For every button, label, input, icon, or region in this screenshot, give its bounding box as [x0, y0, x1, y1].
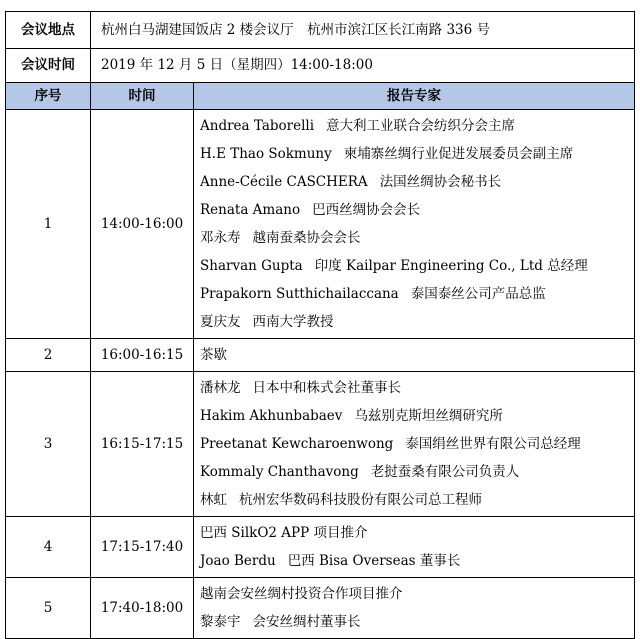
agenda-row-time: 17:40-18:00 [91, 578, 194, 639]
agenda-row-experts [194, 110, 635, 339]
expert-title: 杭州宏华数码科技股份有限公司总工程师 [239, 492, 482, 508]
expert-line [200, 224, 634, 252]
agenda-row-time: 14:00-16:00 [91, 110, 194, 339]
agenda-row [6, 517, 635, 578]
expert-name: 邓永寿 [200, 230, 241, 246]
expert-title: 乌兹别克斯坦丝绸研究所 [354, 408, 503, 424]
time-label: 会议时间 [6, 49, 91, 83]
agenda-row-time: 16:15-17:15 [91, 372, 194, 517]
expert-line [200, 252, 634, 280]
column-header-row [6, 83, 635, 110]
expert-name: Joao Berdu [200, 553, 276, 569]
location-row [6, 12, 635, 49]
expert-line [200, 458, 634, 486]
expert-line [200, 280, 634, 308]
expert-line [200, 168, 634, 196]
expert-title: 意大利工业联合会纺织分会主席 [326, 118, 516, 134]
expert-title: 巴西丝绸协会会长 [312, 202, 421, 218]
column-header-time: 时间 [91, 83, 194, 110]
expert-title: 日本中和株式会社董事长 [252, 380, 401, 396]
expert-line [200, 308, 634, 336]
expert-name: 茶歇 [200, 347, 227, 363]
agenda-row [6, 578, 635, 639]
agenda-row-time: 16:00-16:15 [91, 339, 194, 372]
time-row [6, 49, 635, 83]
expert-title: 巴西 Bisa Overseas 董事长 [287, 553, 461, 569]
agenda-row-time: 17:15-17:40 [91, 517, 194, 578]
agenda-row-number: 1 [6, 110, 91, 339]
agenda-row-number: 3 [6, 372, 91, 517]
agenda-row-number: 4 [6, 517, 91, 578]
expert-title: 老挝蚕桑有限公司负责人 [370, 464, 520, 480]
expert-line [200, 608, 634, 636]
expert-name: 夏庆友 [200, 314, 241, 330]
expert-name: Preetanat Kewcharoenwong [200, 436, 394, 452]
expert-name: 巴西 SilkO2 APP 项目推介 [200, 525, 368, 541]
expert-title: 印度 Kailpar Engineering Co., Ltd 总经理 [314, 258, 588, 274]
time-value: 2019 年 12 月 5 日（星期四）14:00-18:00 [91, 49, 635, 83]
expert-name: Renata Amano [200, 202, 301, 218]
expert-name: Prapakorn Sutthichailaccana [200, 286, 399, 302]
expert-line [200, 430, 634, 458]
expert-name: Andrea Taborelli [200, 118, 315, 134]
expert-name: Anne-Cécile CASCHERA [200, 174, 368, 190]
expert-line [200, 341, 634, 369]
expert-line [200, 374, 634, 402]
expert-title: 越南蚕桑协会会长 [252, 230, 361, 246]
expert-title: 泰国泰丝公司产品总监 [410, 286, 546, 302]
expert-title: 柬埔寨丝绸行业促进发展委员会副主席 [343, 146, 574, 162]
agenda-row-number: 5 [6, 578, 91, 639]
location-label: 会议地点 [6, 12, 91, 49]
agenda-row [6, 372, 635, 517]
expert-line [200, 519, 634, 547]
expert-line [200, 112, 634, 140]
expert-line [200, 580, 634, 608]
column-header-experts: 报告专家 [194, 83, 635, 110]
expert-name: Kommaly Chanthavong [200, 464, 359, 480]
expert-title: 西南大学教授 [252, 314, 334, 330]
expert-name: Sharvan Gupta [200, 258, 303, 274]
expert-line [200, 486, 634, 514]
expert-name: Hakim Akhunbabaev [200, 408, 343, 424]
location-value: 杭州白马湖建国饭店 2 楼会议厅 杭州市滨江区长江南路 336 号 [91, 12, 635, 49]
expert-name: 越南会安丝绸村投资合作项目推介 [200, 586, 403, 602]
agenda-row-experts [194, 372, 635, 517]
agenda-row [6, 110, 635, 339]
expert-title: 会安丝绸村董事长 [252, 614, 361, 630]
agenda-row-experts [194, 578, 635, 639]
expert-line [200, 402, 634, 430]
expert-line [200, 547, 634, 575]
expert-line [200, 140, 634, 168]
expert-name: 林虹 [200, 492, 227, 508]
expert-name: H.E Thao Sokmuny [200, 146, 332, 162]
expert-title: 法国丝绸协会秘书长 [379, 174, 502, 190]
column-header-num: 序号 [6, 83, 91, 110]
expert-title: 泰国绢丝世界有限公司总经理 [405, 436, 581, 452]
agenda-row [6, 339, 635, 372]
agenda-row-experts [194, 517, 635, 578]
agenda-table [5, 11, 635, 639]
expert-name: 潘林龙 [200, 380, 241, 396]
agenda-row-experts [194, 339, 635, 372]
agenda-row-number: 2 [6, 339, 91, 372]
expert-line [200, 196, 634, 224]
expert-name: 黎泰宇 [200, 614, 241, 630]
